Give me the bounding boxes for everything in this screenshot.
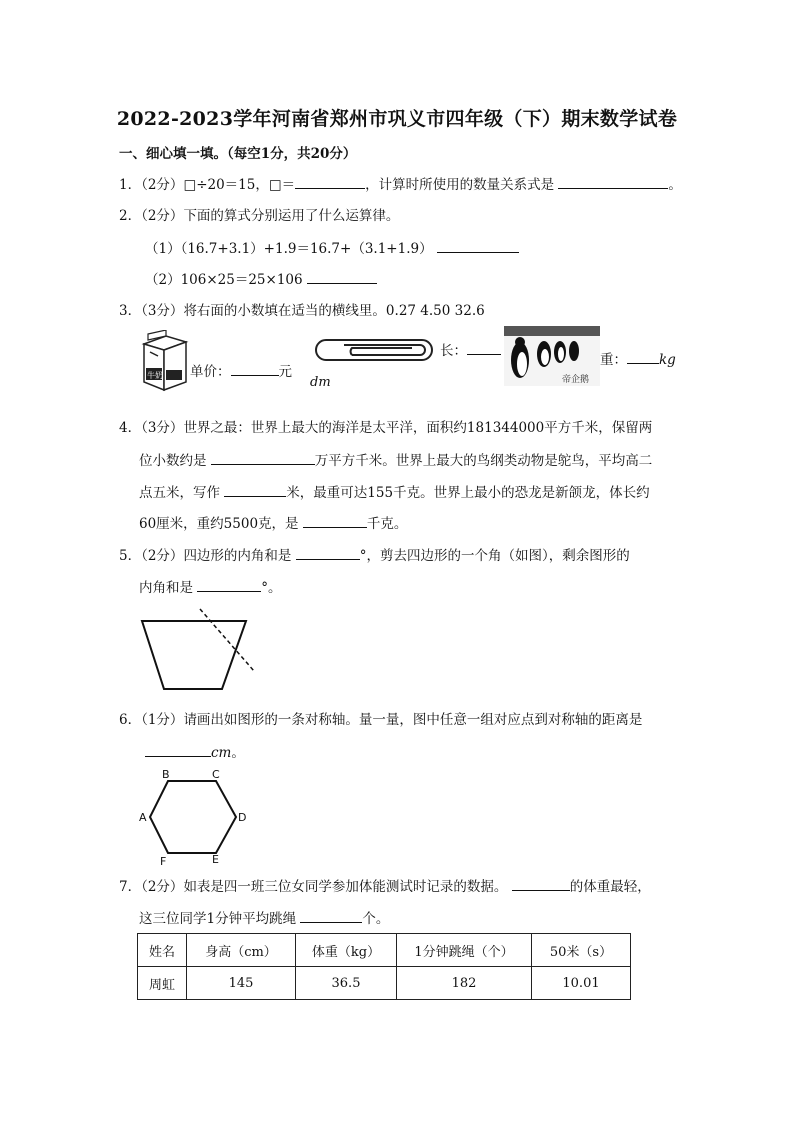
penguin-image <box>504 326 600 386</box>
question-text: 位小数约是 <box>139 453 207 469</box>
question-text: 将右面的小数填在适当的横线里。0.27 4.50 32.6 <box>183 303 485 319</box>
question-score: （1分） <box>141 712 184 728</box>
answer-blank[interactable] <box>296 545 360 560</box>
answer-blank[interactable] <box>303 513 367 528</box>
answer-blank[interactable] <box>145 742 211 757</box>
penguin-caption: 帝企鹅 <box>562 375 590 385</box>
vertex-label-f: F <box>160 855 167 867</box>
question-text: ，计算时所使用的数量关系式是 <box>365 177 555 193</box>
question-text: □÷20＝15，□＝ <box>183 177 296 193</box>
question-score: （2分） <box>141 177 184 193</box>
question-score: （2分） <box>141 548 184 564</box>
answer-blank[interactable] <box>224 482 286 497</box>
table-header-cell: 身高（cm） <box>187 934 296 967</box>
clip-unit: dm <box>310 375 331 390</box>
question-text: （1）（16.7+3.1）+1.9＝16.7+（3.1+1.9） <box>145 241 433 257</box>
question-text: （2）106×25＝25×106 <box>145 272 303 288</box>
question-number: 5． <box>119 548 142 564</box>
question-text: 万平方千米。世界上最大的鸟纲类动物是鸵鸟，平均高二 <box>314 453 653 469</box>
answer-blank[interactable] <box>211 450 315 465</box>
length-row <box>440 340 501 361</box>
length-label: 长： <box>440 343 467 359</box>
question-text: 点五米，写作 <box>139 485 220 501</box>
table-cell: 周虹 <box>138 967 187 1000</box>
weight-unit: kg <box>659 352 676 368</box>
question-text: 四边形的内角和是 <box>183 548 292 564</box>
question-4-line-4 <box>139 513 407 534</box>
answer-blank[interactable] <box>197 577 261 592</box>
milk-carton-label: 牛奶 <box>147 371 163 380</box>
question-7 <box>119 876 651 897</box>
table-cell: 36.5 <box>296 967 397 1000</box>
question-text: 个。 <box>362 911 390 927</box>
answer-blank[interactable] <box>300 908 362 923</box>
question-number: 7． <box>119 879 142 895</box>
question-score: （2分） <box>141 879 184 895</box>
question-2-sub-2 <box>145 269 377 290</box>
answer-blank[interactable] <box>558 174 668 189</box>
question-text: 千克。 <box>366 516 408 532</box>
question-text: °。 <box>261 580 282 596</box>
price-unit: 元 <box>278 364 292 380</box>
question-text: °，剪去四边形的一个角（如图），剩余图形的 <box>359 548 630 564</box>
question-text: 米，最重可达155千克。世界上最小的恐龙是新颌龙，体长约 <box>286 485 650 501</box>
paper-clip-image <box>312 336 438 366</box>
question-2 <box>119 206 399 226</box>
question-number: 6． <box>119 712 142 728</box>
question-text: 。 <box>231 745 245 761</box>
question-text: 这三位同学1分钟平均跳绳 <box>139 911 297 927</box>
answer-blank[interactable] <box>512 876 570 891</box>
table-row <box>138 967 631 1000</box>
section-heading: 一、细心填一填。（每空1分，共20分） <box>119 146 357 162</box>
vertex-label-c: C <box>212 768 220 781</box>
answer-blank[interactable] <box>307 269 377 284</box>
question-6-line-2 <box>145 742 245 763</box>
answer-blank[interactable] <box>627 349 659 364</box>
weight-row <box>600 349 676 370</box>
question-number: 1． <box>119 177 142 193</box>
question-2-sub-1 <box>145 238 519 259</box>
question-3 <box>119 301 485 321</box>
question-5 <box>119 545 630 566</box>
answer-blank[interactable] <box>295 174 365 189</box>
question-text: 如表是四一班三位女同学参加体能测试时记录的数据。 <box>183 879 508 895</box>
question-score: （3分） <box>141 420 184 436</box>
fitness-data-table <box>137 933 631 1000</box>
question-text: 内角和是 <box>139 580 193 596</box>
question-number: 3． <box>119 303 142 319</box>
question-4 <box>119 418 652 438</box>
answer-blank[interactable] <box>437 238 519 253</box>
question-number: 2． <box>119 208 142 224</box>
question-text: 的体重最轻， <box>569 879 651 895</box>
trapezoid-figure <box>136 607 256 693</box>
question-text: 。 <box>668 177 682 193</box>
price-row <box>190 361 292 382</box>
question-score: （3分） <box>141 303 184 319</box>
table-cell: 145 <box>187 967 296 1000</box>
answer-blank[interactable] <box>467 340 501 355</box>
question-7-line-2 <box>139 908 389 929</box>
unit-label: cm <box>211 745 232 761</box>
question-text: 下面的算式分别运用了什么运算律。 <box>183 208 400 224</box>
price-label: 单价： <box>190 364 231 380</box>
table-header-cell: 1分钟跳绳（个） <box>397 934 532 967</box>
table-header-cell: 姓名 <box>138 934 187 967</box>
vertex-label-e: E <box>212 853 219 866</box>
question-1 <box>119 174 682 195</box>
table-header-cell: 体重（kg） <box>296 934 397 967</box>
page-title: 2022-2023学年河南省郑州市巩义市四年级（下）期末数学试卷 <box>116 108 678 130</box>
question-text: 60厘米，重约5500克，是 <box>139 516 299 532</box>
vertex-label-d: D <box>238 811 247 824</box>
table-cell: 10.01 <box>532 967 631 1000</box>
question-score: （2分） <box>141 208 184 224</box>
question-4-line-3 <box>139 482 650 503</box>
table-header-row <box>138 934 631 967</box>
vertex-label-b: B <box>162 768 170 781</box>
weight-label: 重： <box>600 352 627 368</box>
hexagon-figure <box>136 765 256 867</box>
vertex-label-a: A <box>139 811 147 824</box>
question-4-line-2 <box>139 450 652 471</box>
table-header-cell: 50米（s） <box>532 934 631 967</box>
answer-blank[interactable] <box>231 361 279 376</box>
question-number: 4． <box>119 420 142 436</box>
question-text: 世界之最：世界上最大的海洋是太平洋，面积约181344000平方千米，保留两 <box>183 420 653 436</box>
table-cell: 182 <box>397 967 532 1000</box>
question-6 <box>119 710 642 730</box>
question-text: 请画出如图形的一条对称轴。量一量，图中任意一组对应点到对称轴的距离是 <box>183 712 643 728</box>
milk-carton-image <box>136 330 192 394</box>
question-5-line-2 <box>139 577 282 598</box>
